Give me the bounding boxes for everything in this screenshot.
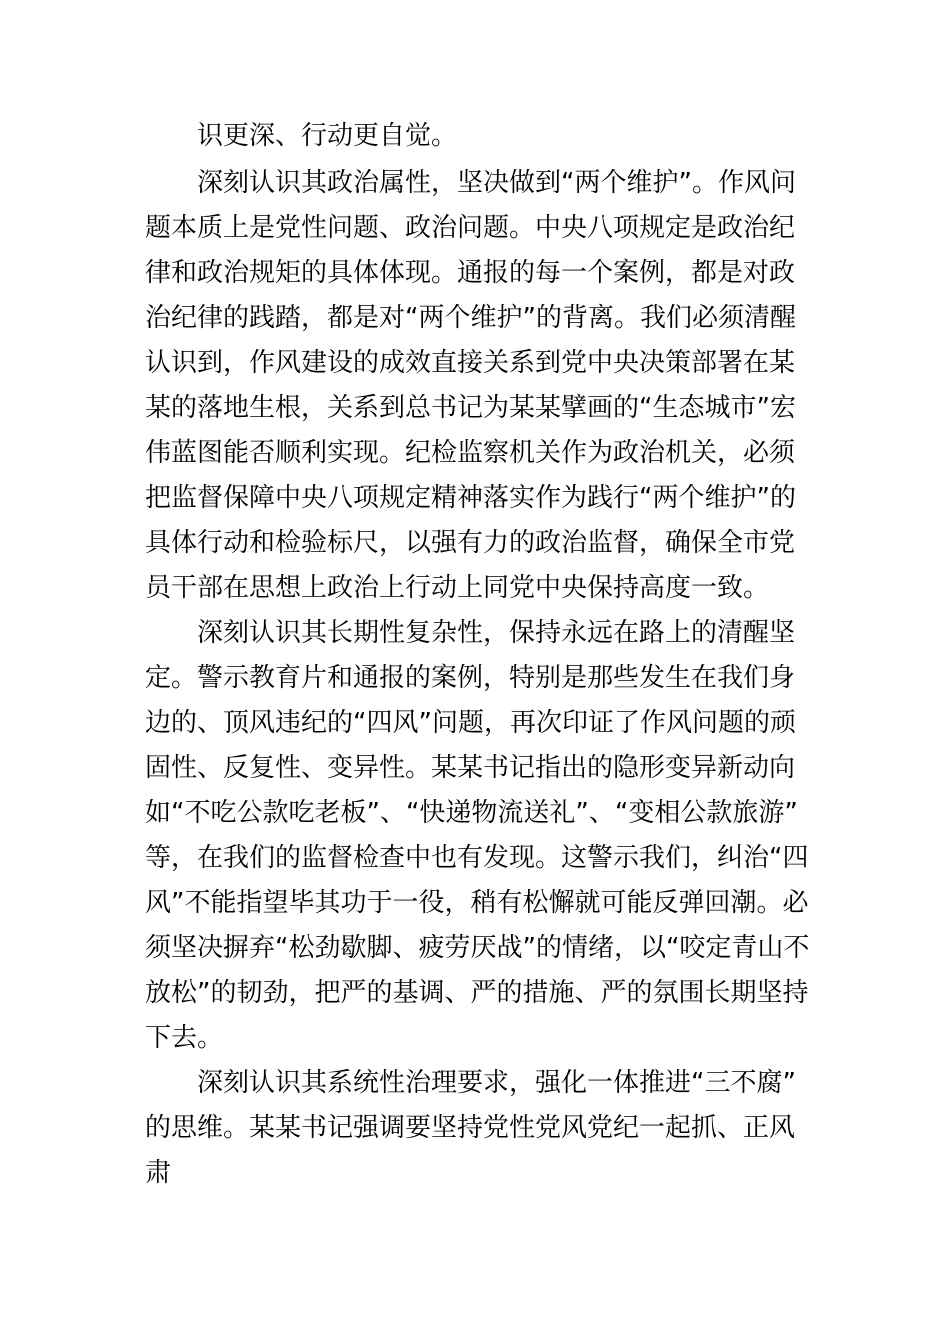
text-line: 风”不能指望毕其功于一役，稍有松懈就可能反弹回潮。必 (145, 888, 809, 918)
text-line: 员干部在思想上政治上行动上同党中央保持高度一致。 (145, 573, 770, 603)
text-line: 具体行动和检验标尺，以强有力的政治监督，确保全市党 (145, 528, 796, 558)
text-line: 律和政治规矩的具体体现。通报的每一个案例，都是对政 (145, 258, 796, 288)
paragraph-start-line: 深刻认识其政治属性，坚决做到“两个维护”。作风问 (197, 168, 796, 198)
text-line: 肃 (145, 1158, 172, 1188)
text-line: 伟蓝图能否顺利实现。纪检监察机关作为政治机关，必须 (145, 438, 796, 468)
text-line: 题本质上是党性问题、政治问题。中央八项规定是政治纪 (145, 213, 796, 243)
text-line: 把监督保障中央八项规定精神落实作为践行“两个维护”的 (145, 483, 796, 513)
paragraph-start-line: 深刻认识其系统性治理要求，强化一体推进“三不腐” (197, 1068, 796, 1098)
text-line: 边的、顶风违纪的“四风”问题，再次印证了作风问题的顽 (145, 708, 796, 738)
text-line: 放松”的韧劲，把严的基调、严的措施、严的氛围长期坚持 (145, 978, 809, 1008)
text-line: 下去。 (145, 1023, 224, 1053)
text-line: 某的落地生根，关系到总书记为某某擘画的“生态城市”宏 (145, 393, 796, 423)
text-line: 的思维。某某书记强调要坚持党性党风党纪一起抓、正风 (145, 1113, 796, 1143)
text-line: 定。警示教育片和通报的案例，特别是那些发生在我们身 (145, 663, 796, 693)
text-line: 治纪律的践踏，都是对“两个维护”的背离。我们必须清醒 (145, 303, 796, 333)
text-line: 须坚决摒弃“松劲歇脚、疲劳厌战”的情绪，以“咬定青山不 (145, 933, 810, 963)
text-line: 识更深、行动更自觉。 (197, 121, 458, 151)
text-line: 认识到，作风建设的成效直接关系到党中央决策部署在某 (145, 348, 796, 378)
text-line: 固性、反复性、变异性。某某书记指出的隐形变异新动向 (145, 753, 796, 783)
text-line: 等，在我们的监督检查中也有发现。这警示我们，纠治“四 (145, 843, 809, 873)
paragraph-start-line: 深刻认识其长期性复杂性，保持永远在路上的清醒坚 (197, 618, 796, 648)
text-line: 如“不吃公款吃老板”、“快递物流送礼”、“变相公款旅游” (145, 798, 798, 828)
